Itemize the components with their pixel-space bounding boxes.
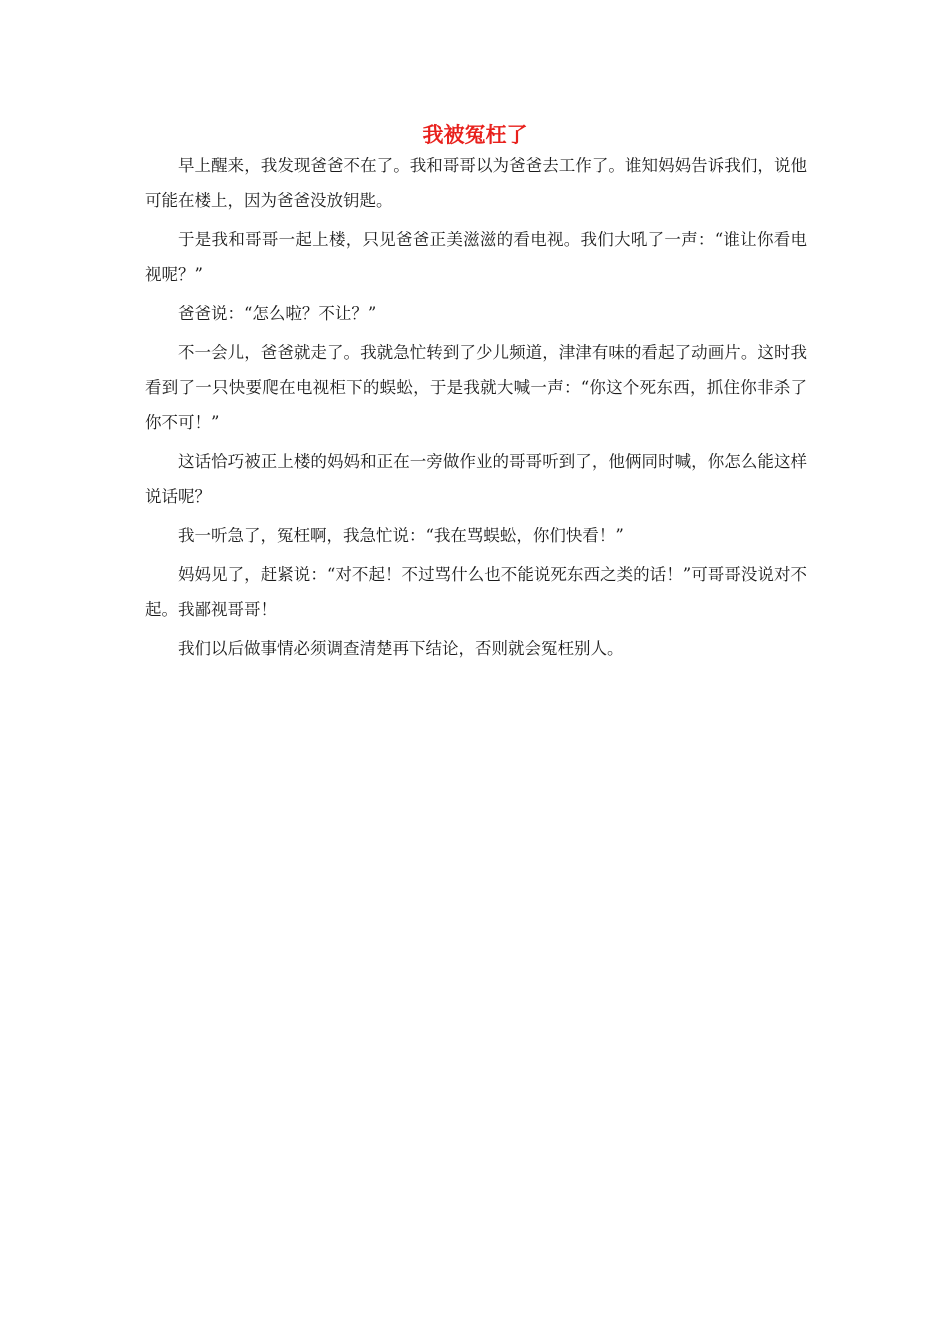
paragraph: 爸爸说：“怎么啦？不让？” — [178, 304, 377, 323]
paragraph: 不一会儿，爸爸就走了。我就急忙转到了少儿频道，津津有味的看起了动画片。这时我看到了一只快要爬在电视柜下的蜈蚣，于是我就大喊一声：“你这个死东西，抓住你非杀了你不可！” — [145, 343, 807, 432]
paragraph: 于是我和哥哥一起上楼，只见爸爸正美滋滋的看电视。我们大吼了一声：“谁让你看电视呢？” — [145, 230, 807, 284]
paragraph: 这话恰巧被正上楼的妈妈和正在一旁做作业的哥哥听到了，他俩同时喊，你怎么能这样说话呢？ — [145, 452, 807, 506]
paragraph: 早上醒来，我发现爸爸不在了。我和哥哥以为爸爸去工作了。谁知妈妈告诉我们，说他可能在楼上，因为爸爸没放钥匙。 — [145, 156, 807, 210]
paragraph: 我们以后做事情必须调查清楚再下结论，否则就会冤枉别人。 — [178, 639, 624, 658]
document-body — [145, 148, 807, 670]
document-title: 我被冤枉了 — [422, 123, 528, 147]
paragraph: 我一听急了，冤枉啊，我急忙说：“我在骂蜈蚣，你们快看！” — [178, 526, 624, 545]
paragraph: 妈妈见了，赶紧说：“对不起！不过骂什么也不能说死东西之类的话！”可哥哥没说对不起。我鄙视哥哥！ — [145, 565, 807, 619]
